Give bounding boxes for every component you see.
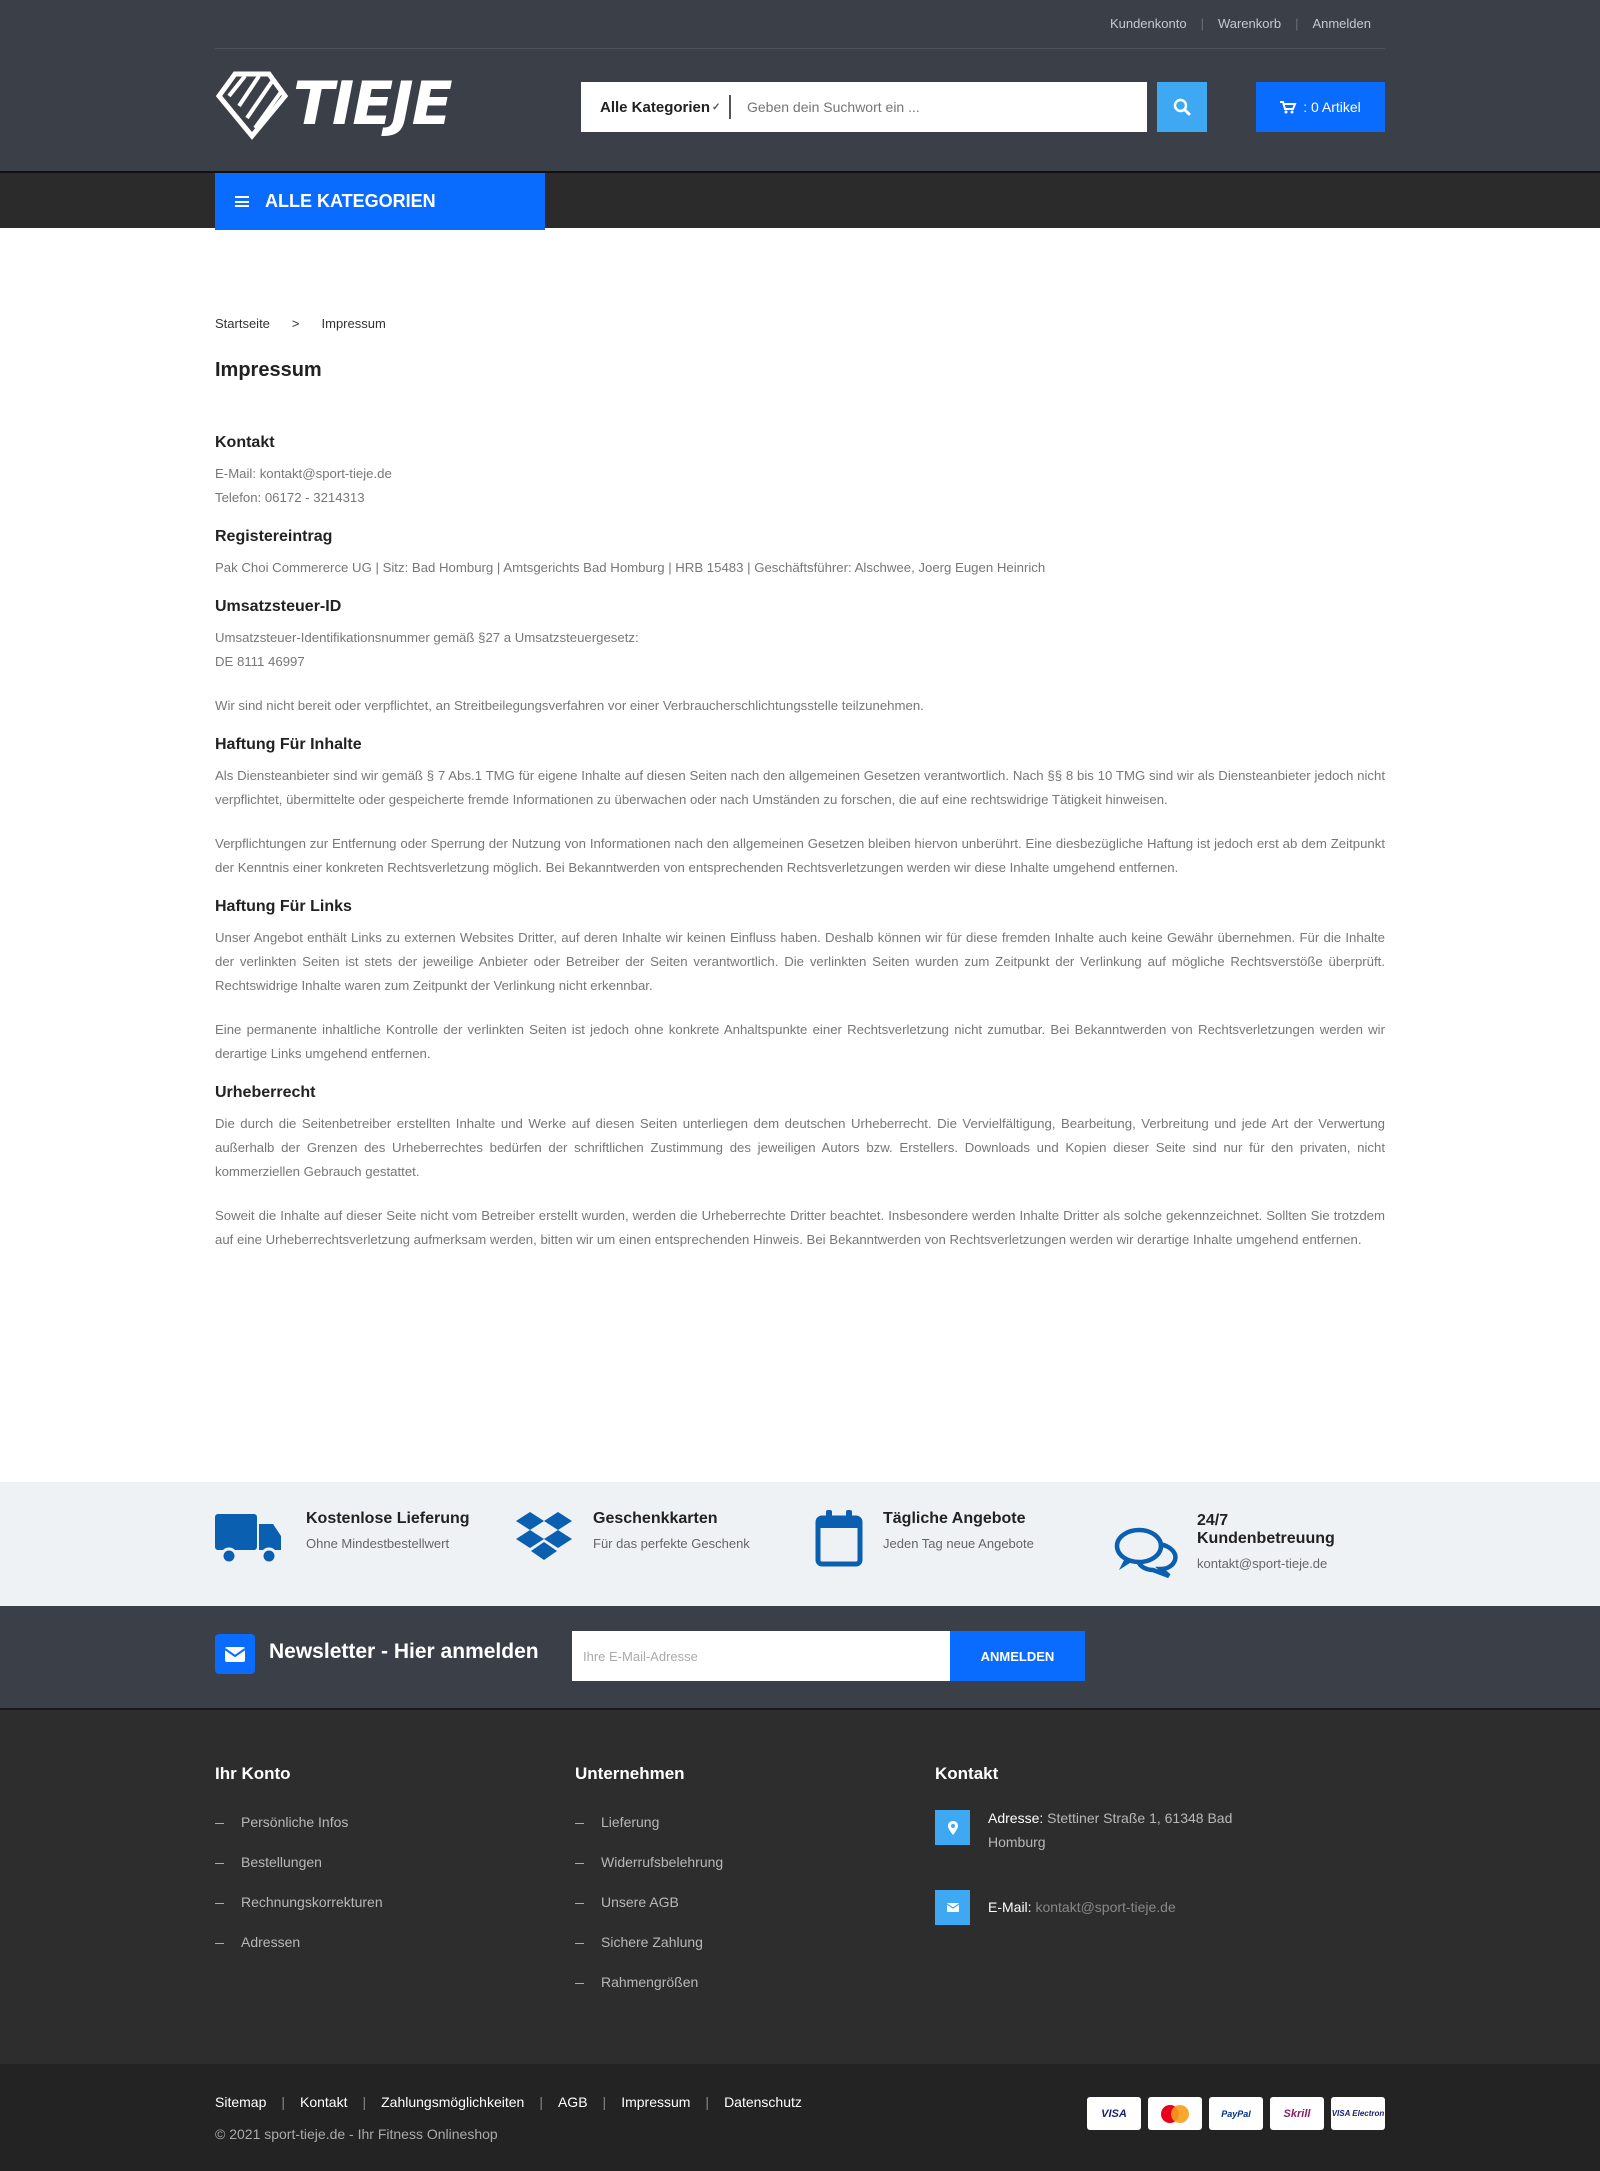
mastercard-icon (1148, 2097, 1202, 2130)
copyright: © 2021 sport-tieje.de - Ihr Fitness Onlineshop (215, 2126, 498, 2142)
search-icon (1173, 98, 1191, 116)
main-content (0, 228, 1600, 1482)
heading-haftung-links: Haftung Für Links (215, 898, 352, 915)
features-bar (0, 1482, 1600, 1606)
newsletter-title: Newsletter - Hier anmelden (269, 1640, 539, 1663)
heading-register: Registereintrag (215, 528, 333, 545)
heading-ust: Umsatzsteuer-ID (215, 598, 342, 615)
logo-mark-icon (215, 70, 289, 138)
cart-icon (1280, 101, 1295, 114)
footer-link-rahmengroessen[interactable]: Rahmengrößen (575, 1974, 723, 2014)
heading-haftung-inhalte: Haftung Für Inhalte (215, 736, 362, 753)
footer-link-widerrufsbelehrung[interactable]: Widerrufsbelehrung (575, 1854, 723, 1894)
haftung-inhalte-p1: Als Diensteanbieter sind wir gemäß § 7 Abs.1 TMG für eigene Inhalte auf diesen Seiten nach den allgemeinen Gesetzen verantwortlich. Nach §§ 8 bis 10 TMG sind wir als Diensteanbieter jedoch nicht verpflichtet, übermittelte oder gespeicherte fremde Informationen zu überwachen oder nach Umständen zu forschen, die auf eine rechtswidrige Tätigkeit hinweisen. (215, 768, 1385, 807)
nav-bar (0, 171, 1600, 228)
feature-angebote: Tägliche Angebote Jeden Tag neue Angebote (815, 1510, 1034, 1568)
footer-col-konto: Ihr Konto Persönliche Infos Bestellungen Rechnungskorrekturen Adressen (215, 1764, 383, 1974)
footer-link-bestellungen[interactable]: Bestellungen (215, 1854, 383, 1894)
footer-link-agb[interactable]: Unsere AGB (575, 1894, 723, 1934)
skrill-icon: Skrill (1270, 2097, 1324, 2130)
footer-email: E-Mail: kontakt@sport-tieje.de (935, 1890, 1258, 1925)
visa-electron-icon: VISA Electron (1331, 2097, 1385, 2130)
page-title: Impressum (215, 359, 322, 381)
chevron-down-icon: ✓ (712, 101, 721, 113)
bottom-link-datenschutz[interactable]: Datenschutz (724, 2094, 802, 2110)
heading-kontakt: Kontakt (215, 434, 275, 451)
menu-icon (235, 196, 249, 207)
newsletter-bar (0, 1606, 1600, 1708)
site-footer (0, 1708, 1600, 2064)
truck-icon (215, 1510, 283, 1566)
search-input[interactable] (731, 99, 1131, 115)
all-categories-button[interactable]: ALLE KATEGORIEN (215, 173, 545, 230)
breadcrumb: Startseite > Impressum (215, 316, 386, 331)
feature-kundenbetreuung: 24/7 Kundenbetreuung kontakt@sport-tieje.de (1113, 1512, 1357, 1578)
footer-address: Adresse: Stettiner Straße 1, 61348 Bad Homburg (935, 1810, 1258, 1854)
search-bar (581, 82, 1147, 132)
haftung-links-p1: Unser Angebot enthält Links zu externen Websites Dritter, auf deren Inhalte wir keinen Einfluss haben. Deshalb können wir für diese fremden Inhalte auch keine Gewähr übernehmen. Für die Inhalte der verlinkten Seiten ist stets der jeweilige Anbieter oder Betreiber der Seiten verantwortlich. Die verlinkten Seiten wurden zum Zeitpunkt der Verlinkung auf mögliche Rechtsverstöße überprüft. Rechtswidrige Inhalte waren zum Zeitpunkt der Verlinkung nicht erkennbar. (215, 930, 1385, 993)
urheber-p2: Soweit die Inhalte auf dieser Seite nicht vom Betreiber erstellt wurden, werden die Urheberrechte Dritter beachtet. Insbesondere werden Inhalte Dritter als solche gekennzeichnet. Sollten Sie trotzdem auf eine Urheberrechtsverletzung aufmerksam werden, bitten wir um einen entsprechenden Hinweis. Bei Bekanntwerden von Rechtsverletzungen werden wir derartige Inhalte umgehend entfernen. (215, 1208, 1385, 1247)
bottom-link-impressum[interactable]: Impressum (621, 2094, 691, 2110)
bottom-link-sitemap[interactable]: Sitemap (215, 2094, 267, 2110)
haftung-inhalte-p2: Verpflichtungen zur Entfernung oder Sperrung der Nutzung von Informationen nach den allgemeinen Gesetzen bleiben hiervon unberührt. Eine diesbezügliche Haftung ist jedoch erst ab dem Zeitpunkt der Kenntnis einer konkreten Rechtsverletzung möglich. Bei Bekanntwerden von entsprechenden Rechtsverletzungen werden wir diese Inhalte umgehend entfernen. (215, 836, 1385, 875)
feature-geschenkkarten: Geschenkkarten Für das perfekte Geschenk (515, 1510, 750, 1562)
envelope-icon (935, 1890, 970, 1925)
chat-icon (1113, 1526, 1179, 1578)
envelope-icon (215, 1634, 255, 1674)
site-header (0, 0, 1600, 171)
site-logo[interactable] (215, 70, 451, 138)
cart-count: : 0 Artikel (1303, 99, 1361, 115)
cart-button[interactable] (1256, 82, 1385, 132)
footer-link-adressen[interactable]: Adressen (215, 1934, 383, 1974)
bottom-link-kontakt[interactable]: Kontakt (300, 2094, 348, 2110)
footer-col-unternehmen: Unternehmen Lieferung Widerrufsbelehrung Unsere AGB Sichere Zahlung Rahmengrößen (575, 1764, 723, 2014)
bottom-link-agb[interactable]: AGB (557, 2094, 588, 2110)
breadcrumb-current: Impressum (321, 316, 386, 331)
search-button[interactable] (1157, 82, 1207, 132)
link-anmelden[interactable]: Anmelden (1312, 16, 1371, 31)
haftung-links-p2: Eine permanente inhaltliche Kontrolle der verlinkten Seiten ist jedoch ohne konkrete Anhaltspunkte einer Rechtsverletzung nicht zumutbar. Bei Bekanntwerden von Rechtsverletzungen werden wir derartige Links umgehend entfernen. (215, 1022, 1385, 1061)
ust-line1: Umsatzsteuer-Identifikationsnummer gemäß §27 a Umsatzsteuergesetz: (215, 630, 639, 645)
footer-link-sichere-zahlung[interactable]: Sichere Zahlung (575, 1934, 723, 1974)
footer-link-persoenliche-infos[interactable]: Persönliche Infos (215, 1814, 383, 1854)
footer-link-lieferung[interactable]: Lieferung (575, 1814, 723, 1854)
urheber-p1: Die durch die Seitenbetreiber erstellten Inhalte und Werke auf diesen Seiten unterliegen dem deutschen Urheberrecht. Die Vervielfältigung, Bearbeitung, Verbreitung und jede Art der Verwertung außerhalb der Grenzen des Urheberrechtes bedürfen der schriftlichen Zustimmung des jeweiligen Autors bzw. Erstellers. Downloads und Kopien dieser Seite sind nur für den privaten, nicht kommerziellen Gebrauch gestattet. (215, 1116, 1385, 1179)
breadcrumb-home[interactable]: Startseite (215, 316, 270, 331)
paypal-icon: PayPal (1209, 2097, 1263, 2130)
bottom-link-zahlung[interactable]: Zahlungsmöglichkeiten (381, 2094, 525, 2110)
contact-phone: Telefon: 06172 - 3214313 (215, 490, 365, 505)
location-pin-icon (935, 1810, 970, 1845)
footer-col-kontakt: Kontakt (935, 1764, 999, 1783)
newsletter-email-input[interactable]: Ihre E-Mail-Adresse (572, 1631, 950, 1681)
heading-urheber: Urheberrecht (215, 1084, 316, 1101)
footer-email-link[interactable]: kontakt@sport-tieje.de (1035, 1899, 1176, 1915)
register-text: Pak Choi Commererce UG | Sitz: Bad Homburg | Amtsgerichts Bad Homburg | HRB 15483 | Geschäftsführer: Alschwee, Joerg Eugen Heinrich (215, 560, 1046, 575)
top-links: Kundenkonto | Warenkorb | Anmelden (1096, 16, 1385, 31)
logo-text: TIEJE (293, 69, 451, 139)
ust-line2: DE 8111 46997 (215, 654, 305, 669)
link-warenkorb[interactable]: Warenkorb (1217, 16, 1282, 31)
link-kundenkonto[interactable]: Kundenkonto (1109, 16, 1187, 31)
search-category-select[interactable]: Alle Kategorien ✓ (581, 95, 731, 119)
calendar-icon (815, 1510, 863, 1568)
newsletter-subscribe-button[interactable]: ANMELDEN (950, 1631, 1085, 1681)
dropbox-icon (515, 1510, 573, 1562)
visa-icon: VISA (1087, 2097, 1141, 2130)
contact-email: E-Mail: kontakt@sport-tieje.de (215, 466, 392, 481)
feature-lieferung: Kostenlose Lieferung Ohne Mindestbestellwert (215, 1510, 470, 1566)
footer-link-rechnungskorrekturen[interactable]: Rechnungskorrekturen (215, 1894, 383, 1934)
bottom-links: Sitemap | Kontakt | Zahlungsmöglichkeiten | AGB | Impressum | Datenschutz (215, 2094, 802, 2110)
bottom-bar (0, 2064, 1600, 2171)
payment-methods (1087, 2097, 1385, 2130)
streit-text: Wir sind nicht bereit oder verpflichtet, an Streitbeilegungsverfahren vor einer Verbraucherschlichtungsstelle teilzunehmen. (215, 698, 924, 713)
